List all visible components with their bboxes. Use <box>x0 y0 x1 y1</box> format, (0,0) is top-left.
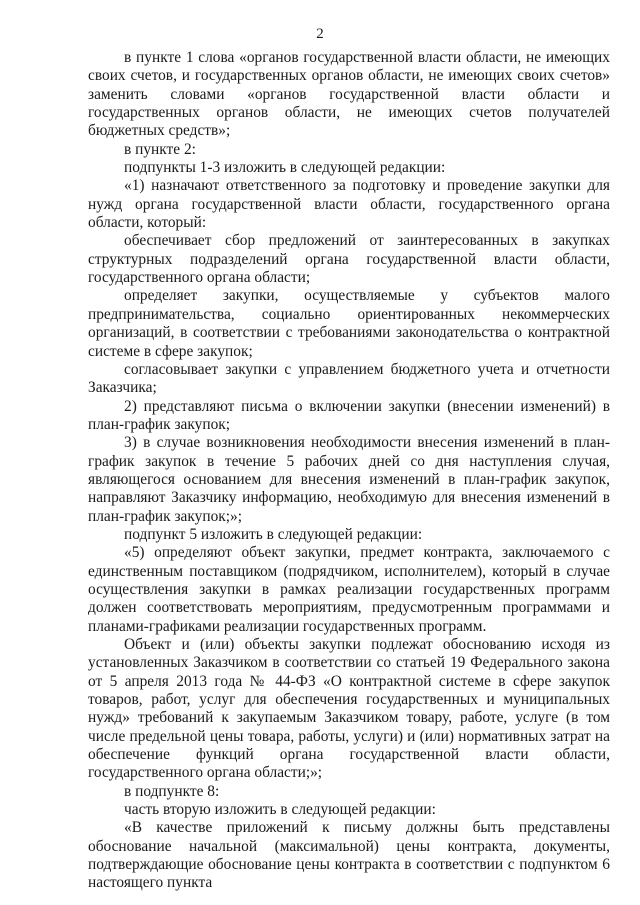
paragraph-subpoint-2: 2) представляют письма о включении закупки (внесении изменений) в план-график закупок; <box>88 397 610 433</box>
page-number: 2 <box>316 26 324 42</box>
paragraph-subpoint-1: «1) назначают ответственного за подготовку и проведение закупки для нужд органа государственной власти области, государственного органа области, который: <box>88 177 610 232</box>
paragraph-object-justification: Объект и (или) объекты закупки подлежат обоснованию исходя из установленных Заказчиком в соответствии со статьей 19 Федерального закона от 5 апреля 2013 года № 44-ФЗ «О контрактной системе в сфере закупок товаров, работ, услуг для обеспечения государственных и муниципальных нужд» требований к закупаемым Заказчиком товару, работе, услуге (в том числе предельной цены товара, работы, услуги) и (или) нормативных затрат на обеспечение функций органа государственной власти области, государственного органа области;»; <box>88 636 610 782</box>
paragraph-subpoint-8-heading: в подпункте 8: <box>124 782 220 800</box>
paragraph-point-2-heading: в пункте 2: <box>124 140 196 158</box>
paragraph-coordinates-purchases: согласовывает закупки с управлением бюджетного учета и отчетности Заказчика; <box>88 360 610 397</box>
paragraph-part-two-intro: часть вторую изложить в следующей редакции: <box>124 801 436 819</box>
paragraph-collects-proposals: обеспечивает сбор предложений от заинтересованных в закупках структурных подразделений органа государственной власти области, государственного органа области; <box>88 232 610 287</box>
paragraph-subpoints-1-3-intro: подпункты 1-3 изложить в следующей редакции: <box>124 159 446 177</box>
paragraph-amend-point-1: в пункте 1 слова «органов государственной власти области, не имеющих своих счетов, и государственных органов области, не имеющих своих счетов» заменить словами «органов государственной власти области и государственных органов области, не имеющих счетов получателей бюджетных средств»; <box>88 49 610 140</box>
paragraph-subpoint-3: 3) в случае возникновения необходимости внесения изменений в план-график закупок в течение 5 рабочих дней со дня наступления случая, являющегося основанием для внесения изменений в план-график закупок, направляют Заказчику информацию, необходимую для внесения изменений в план-график закупок;»; <box>88 434 610 525</box>
paragraph-subpoint-5-intro: подпункт 5 изложить в следующей редакции: <box>124 525 423 543</box>
document-body <box>88 49 610 893</box>
paragraph-attachments: «В качестве приложений к письму должны быть представлены обоснование начальной (максимальной) цены контракта, документы, подтверждающие обоснование цены контракта в соответствии с подпунктом 6 настоящего пункта <box>88 819 610 892</box>
paragraph-subpoint-5: «5) определяют объект закупки, предмет контракта, заключаемого с единственным поставщиком (подрядчиком, исполнителем), который в случае осуществления закупки в рамках реализации государственных программ должен соответствовать мероприятиям, предусмотренным программами и планами-графиками реализации государственных программ. <box>88 544 610 635</box>
paragraph-determines-purchases: определяет закупки, осуществляемые у субъектов малого предпринимательства, социально ориентированных некоммерческих организаций, в соответствии с требованиями законодательства о контрактной системе в сфере закупок; <box>88 287 610 360</box>
